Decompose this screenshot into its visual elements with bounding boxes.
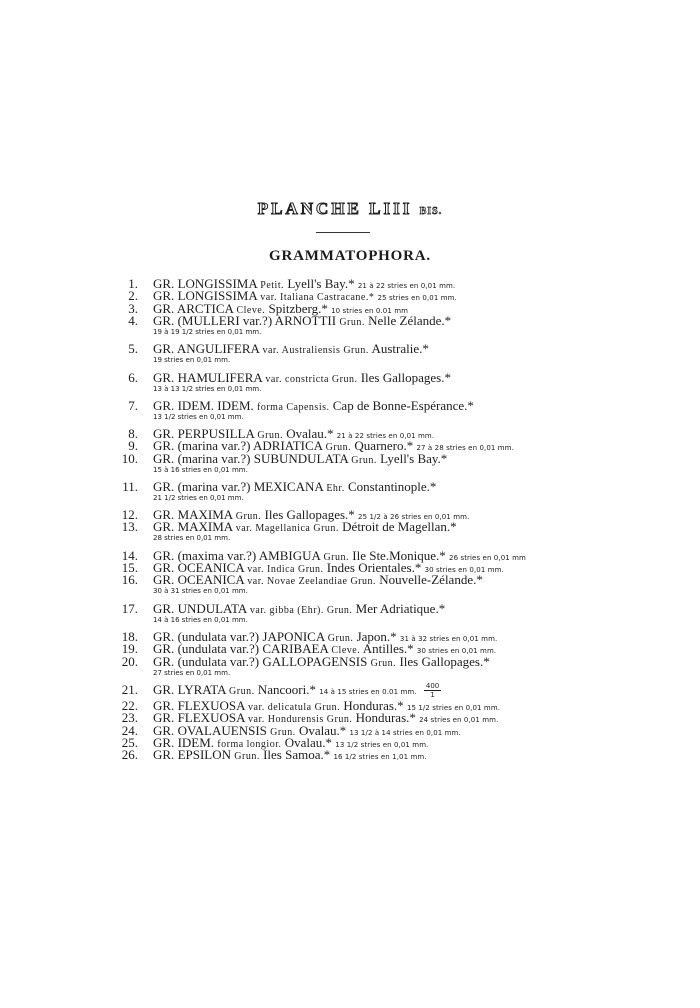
entry-number: 26.: [121, 747, 138, 763]
striae-note: 25 1/2 à 26 stries en 0,01 mm.: [358, 513, 470, 522]
striae-note: 24 stries en 0,01 mm.: [419, 716, 499, 725]
variety: forma Capensis.: [257, 401, 330, 413]
genus-abbrev: GR.: [153, 734, 175, 750]
list-item: [0, 682, 700, 698]
species-name: LYRATA: [177, 681, 226, 697]
author: Grun.: [351, 454, 377, 466]
striae-note: 30 stries en 0,01 mm.: [416, 647, 497, 656]
locality: Iles Samoa.*: [263, 747, 331, 763]
list-item: [0, 313, 700, 341]
author: Grun.: [229, 685, 255, 697]
list-item: [0, 560, 700, 576]
locality: Nouvelle-Zélande.*: [379, 572, 483, 588]
author: Grun.: [325, 442, 352, 454]
striae-note: 19 stries en 0,01 mm.: [153, 356, 231, 365]
species-name: MAXIMA: [177, 507, 233, 523]
list-item: [0, 479, 700, 507]
variety: var. Novae Zeelandiae Grun.: [247, 576, 376, 588]
locality: Quarnero.*: [354, 438, 414, 454]
list-item: [0, 722, 700, 738]
author: Grun.: [339, 317, 365, 329]
entry-number: 18.: [121, 628, 138, 644]
locality: Iles Gallopages.*: [264, 507, 355, 523]
fraction-numerator: 400: [425, 682, 440, 691]
entry-number: 25.: [121, 734, 138, 750]
species-name: MAXIMA: [177, 519, 233, 535]
striae-note: 21 à 22 stries en 0,01 mm.: [357, 282, 456, 290]
list-item: [0, 425, 700, 441]
entry-text: [153, 747, 427, 765]
species-name: HAMULIFERA: [177, 369, 263, 385]
locality: Japon.*: [356, 628, 397, 644]
entry-number: 8.: [128, 425, 138, 441]
genus-abbrev: GR.: [153, 641, 175, 657]
locality: Indes Orientales.*: [326, 560, 422, 576]
genus-abbrev: GR.: [153, 722, 175, 738]
genus-abbrev: GR.: [153, 653, 175, 669]
locality: Ovalau.*: [298, 722, 347, 738]
species-list: [0, 276, 700, 763]
list-item: [0, 300, 700, 316]
author: Grun.: [323, 551, 349, 563]
species-name: IDEM. IDEM.: [177, 397, 254, 413]
locality: Spitzberg.*: [268, 300, 328, 316]
striae-note: 27 à 28 stries en 0,01 mm.: [416, 444, 514, 453]
species-name: LONGISSIMA: [177, 288, 258, 304]
striae-note: 30 stries en 0,01 mm.: [424, 566, 504, 575]
locality: Antilles.*: [362, 641, 414, 657]
variety: var. Australiensis Grun.: [262, 345, 369, 357]
locality: Iles Gallopages.*: [399, 653, 490, 669]
species-name: (undulata var.?) JAPONICA: [177, 628, 325, 644]
list-item: [0, 370, 700, 398]
locality: Nelle Zélande.*: [368, 313, 452, 329]
entry-number: 11.: [122, 478, 138, 494]
genus-abbrev: GR.: [153, 313, 175, 329]
striae-note: 25 stries en 0,01 mm.: [377, 294, 457, 303]
genus-heading: GRAMMATOPHORA.: [269, 248, 431, 264]
list-item: [0, 451, 700, 479]
species-name: PERPUSILLA: [177, 425, 255, 441]
species-name: ARCTICA: [176, 300, 234, 316]
genus-abbrev: GR.: [153, 519, 175, 535]
entry-number: 7.: [128, 397, 138, 413]
list-item: [0, 734, 700, 750]
author: Cleve.: [236, 304, 266, 316]
striae-note: 21 1/2 stries en 0,01 mm.: [153, 493, 244, 502]
species-name: FLEXUOSA: [177, 697, 245, 713]
striae-note: 27 stries en 0,01 mm.: [153, 668, 231, 677]
genus-abbrev: GR.: [153, 341, 175, 357]
entry-number: 3.: [128, 300, 138, 316]
variety: var. delicatula Grun.: [248, 701, 341, 713]
entry-number: 19.: [121, 641, 138, 657]
title-divider: [316, 232, 370, 233]
genus-abbrev: GR.: [153, 438, 175, 454]
list-item: [0, 438, 700, 454]
author: Grun.: [235, 511, 262, 523]
striae-note: 14 à 16 stries en 0,01 mm.: [153, 615, 248, 624]
entry-number: 24.: [121, 722, 138, 738]
striae-note: 19 à 19 1/2 stries en 0,01 mm.: [153, 328, 262, 337]
genus-abbrev: GR.: [153, 697, 175, 713]
entry-number: 1.: [128, 276, 138, 291]
species-name: (maxima var.?) AMBIGUA: [177, 547, 321, 563]
genus-abbrev: GR.: [153, 450, 175, 466]
list-item: [0, 276, 700, 291]
striae-note: 10 stries en 0.01 mm: [331, 306, 409, 315]
striae-note: 21 à 22 stries en 0,01 mm.: [336, 431, 435, 440]
striae-note: 31 à 32 stries en 0,01 mm.: [399, 634, 498, 643]
genus-abbrev: GR.: [153, 628, 175, 644]
locality: Constantinople.*: [347, 478, 437, 494]
list-item: [0, 288, 700, 304]
locality: Lyell's Bay.*: [287, 276, 355, 291]
locality: Honduras.*: [343, 697, 404, 713]
entry-number: 14.: [121, 547, 138, 563]
striae-note: 28 stries en 0,01 mm.: [153, 534, 231, 543]
striae-note: 13 à 13 1/2 stries en 0,01 mm.: [153, 384, 262, 393]
entry-number: 13.: [121, 519, 138, 535]
species-name: UNDULATA: [177, 600, 247, 616]
locality: Lyell's Bay.*: [380, 450, 448, 466]
plate-title: [0, 199, 700, 219]
striae-note: 30 à 31 stries en 0,01 mm.: [153, 587, 248, 596]
variety: var. Indica Grun.: [247, 564, 324, 576]
entry-number: 12.: [121, 507, 138, 523]
striae-note: 13 1/2 à 14 stries en 0,01 mm.: [349, 728, 461, 737]
striae-note: 16 1/2 stries en 1,01 mm.: [333, 753, 427, 762]
locality: Ovalau.*: [284, 734, 333, 750]
species-name: OCEANICA: [177, 572, 245, 588]
author: Grun.: [257, 429, 283, 441]
genus-abbrev: GR.: [153, 425, 175, 441]
genus-abbrev: GR.: [153, 572, 175, 588]
entry-number: 17.: [121, 600, 138, 616]
species-name: (undulata var.?) GALLOPAGENSIS: [177, 653, 368, 669]
striae-note: 13 1/2 stries en 0,01 mm.: [335, 740, 429, 749]
list-item: [0, 507, 700, 523]
striae-note: 14 à 15 stries en 0.01 mm.: [319, 687, 417, 696]
variety: var. constricta Grun.: [265, 373, 358, 385]
variety: var. gibba (Ehr). Grun.: [249, 604, 353, 616]
species-name: (marina var.?) SUBUNDULATA: [177, 450, 349, 466]
author: Cleve.: [331, 645, 361, 657]
species-name: OCEANICA: [177, 560, 245, 576]
striae-note: 15 1/2 stries en 0,01 mm.: [406, 703, 501, 712]
entry-number: 22.: [121, 697, 138, 713]
author: Grun.: [234, 751, 260, 763]
genus-abbrev: GR.: [153, 747, 175, 763]
species-name: LONGISSIMA: [177, 276, 258, 291]
species-name: (marina var.?) ADRIATICA: [177, 438, 323, 454]
genus-abbrev: GR.: [153, 300, 175, 316]
variety: var. Hondurensis Grun.: [248, 714, 353, 726]
species-name: (marina var.?) MEXICANA: [177, 478, 324, 494]
entry-number: 15.: [121, 560, 138, 576]
list-item: [0, 572, 700, 600]
list-item: [0, 710, 700, 726]
species-name: EPSILON: [177, 747, 232, 763]
genus-abbrev: GR.: [153, 710, 175, 726]
genus-abbrev: GR.: [153, 507, 175, 523]
entry-number: 4.: [128, 313, 138, 329]
genus-abbrev: GR.: [153, 478, 175, 494]
variety: var. Magellanica Grun.: [235, 523, 339, 535]
striae-note: 26 stries en 0,01 mm: [449, 553, 526, 562]
magnification-fraction: [424, 682, 441, 699]
list-item: [0, 697, 700, 713]
author: Grun.: [327, 632, 354, 644]
plate-title-suffix: BIS.: [419, 206, 443, 217]
locality: Cap de Bonne-Espérance.*: [332, 397, 474, 413]
genus-abbrev: GR.: [153, 369, 175, 385]
list-item: [0, 628, 700, 644]
genus-abbrev: GR.: [153, 276, 175, 291]
species-name: (MULLERI var.?) ARNOTTII: [177, 313, 337, 329]
genus-abbrev: GR.: [153, 547, 175, 563]
locality: Australie.*: [371, 341, 429, 357]
genus-abbrev: GR.: [153, 560, 175, 576]
author: Grun.: [370, 657, 397, 669]
list-item: [0, 747, 700, 763]
genus-abbrev: GR.: [153, 397, 175, 413]
striae-note: 13 1/2 stries en 0,01 mm.: [153, 412, 244, 421]
entry-number: 21.: [121, 681, 138, 697]
list-item: [0, 641, 700, 657]
fraction-denominator: 1: [430, 691, 435, 700]
genus-abbrev: GR.: [153, 600, 175, 616]
locality: Nancoori.*: [257, 681, 316, 697]
variety: var. Italiana Castracane.*: [260, 292, 375, 304]
locality: Mer Adriatique.*: [355, 600, 446, 616]
list-item: [0, 519, 700, 547]
entry-number: 16.: [121, 572, 138, 588]
list-item: [0, 547, 700, 563]
genus-abbrev: GR.: [153, 288, 175, 304]
entry-number: 20.: [121, 653, 138, 669]
species-name: IDEM.: [177, 734, 215, 750]
list-item: [0, 398, 700, 426]
list-item: [0, 341, 700, 369]
striae-note: 15 à 16 stries en 0,01 mm.: [153, 465, 248, 474]
list-item: [0, 654, 700, 682]
author: Ehr.: [326, 482, 345, 494]
variety: forma longior.: [217, 738, 282, 750]
entry-number: 6.: [128, 369, 138, 385]
list-item: [0, 601, 700, 629]
species-name: FLEXUOSA: [177, 710, 245, 726]
author: Petit.: [260, 280, 285, 291]
locality: Ovalau.*: [286, 425, 334, 441]
entry-number: 9.: [128, 438, 138, 454]
locality: Honduras.*: [355, 710, 416, 726]
plate-title-text: PLANCHE LIII: [257, 199, 413, 218]
locality: Détroit de Magellan.*: [342, 519, 457, 535]
locality: Iles Gallopages.*: [360, 369, 451, 385]
entry-number: 10.: [121, 450, 138, 466]
species-name: OVALAUENSIS: [177, 722, 267, 738]
entry-number: 5.: [128, 341, 138, 357]
entry-number: 2.: [128, 288, 138, 304]
genus-abbrev: GR.: [153, 681, 175, 697]
author: Grun.: [270, 726, 296, 738]
locality: Ile Ste.Monique.*: [352, 547, 446, 563]
species-name: ANGULIFERA: [176, 341, 260, 357]
entry-number: 23.: [121, 710, 138, 726]
species-name: (undulata var.?) CARIBAEA: [177, 641, 329, 657]
